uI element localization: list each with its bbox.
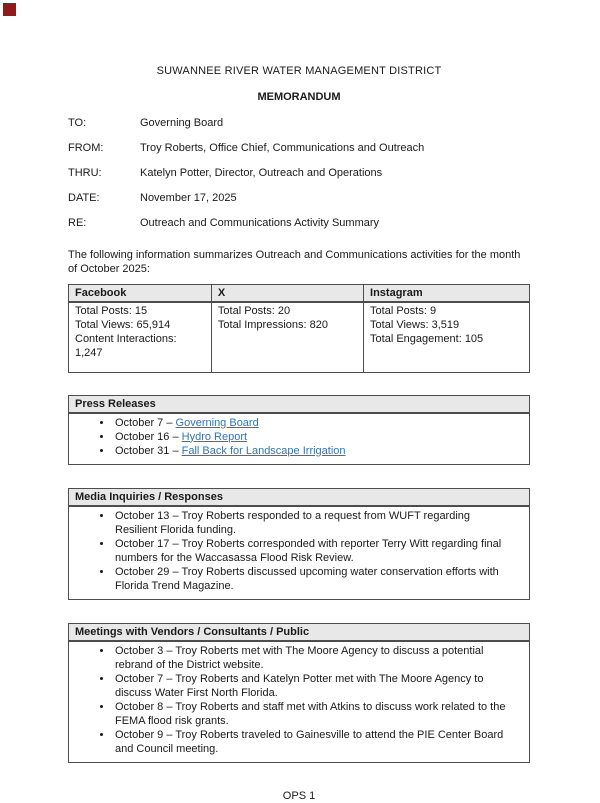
instagram-total-engagement: Total Engagement: 105 <box>370 333 484 345</box>
memo-header-block <box>68 116 530 230</box>
social-stats-table <box>68 284 530 373</box>
meeting-item: • October 3 – Troy Roberts met with The Moore Agency to discuss a potential rebrand of the District website. <box>113 644 511 672</box>
stats-header-instagram: Instagram <box>364 285 530 303</box>
press-release-date: October 7 – <box>115 416 176 429</box>
memo-label-from: FROM: <box>68 142 104 154</box>
memo-value-date: November 17, 2025 <box>140 192 237 204</box>
instagram-total-views: Total Views: 3,519 <box>370 319 460 331</box>
meetings-body <box>69 642 529 762</box>
media-inquiries-body <box>69 507 529 599</box>
memo-label-thru: THRU: <box>68 167 102 179</box>
meeting-item: • October 8 – Troy Roberts and staff met with Atkins to discuss work related to the FEMA flood risk grants. <box>113 700 511 728</box>
stats-cell-facebook <box>69 302 212 372</box>
memo-value-re: Outreach and Communications Activity Summary <box>140 217 380 229</box>
memo-value-from: Troy Roberts, Office Chief, Communications and Outreach <box>140 142 425 154</box>
x-total-posts: Total Posts: 20 <box>217 305 291 317</box>
media-inquiry-item: • October 13 – Troy Roberts responded to a request from WUFT regarding Resilient Florida funding. <box>113 509 511 537</box>
press-release-link-fall-back-irrigation[interactable]: Fall Back for Landscape Irrigation <box>181 444 346 457</box>
stats-cell-x <box>211 302 363 372</box>
memo-row-to <box>68 116 530 130</box>
stats-cell-instagram <box>364 302 530 372</box>
memo-label-date: DATE: <box>68 192 100 204</box>
stats-header-row <box>69 285 530 303</box>
instagram-total-posts: Total Posts: 9 <box>370 305 437 317</box>
stats-header-facebook: Facebook <box>69 285 212 303</box>
corner-marker <box>3 3 16 16</box>
meetings-section <box>68 623 530 763</box>
intro-paragraph: The following information summarizes Outreach and Communications activities for the month of October 2025: <box>68 249 521 275</box>
press-release-link-governing-board[interactable]: Governing Board <box>175 416 259 429</box>
page-number-footer: OPS 1 <box>282 789 316 802</box>
media-inquiry-item: • October 17 – Troy Roberts corresponded with reporter Terry Witt regarding final numbers for the Waccasassa Flood Risk Review. <box>113 537 511 565</box>
press-release-item <box>113 416 511 430</box>
meeting-item: • October 9 – Troy Roberts traveled to Gainesville to attend the PIE Center Board and Council meeting. <box>113 728 511 756</box>
press-release-date: October 16 – <box>115 430 182 443</box>
press-releases-body <box>69 414 529 464</box>
press-release-date: October 31 – <box>115 444 182 457</box>
meetings-heading: Meetings with Vendors / Consultants / Public <box>69 624 529 642</box>
facebook-interactions: Content Interactions: 1,247 <box>75 333 177 359</box>
meeting-item: • October 7 – Troy Roberts and Katelyn Potter met with The Moore Agency to discuss Water First North Florida. <box>113 672 511 700</box>
media-inquiries-heading: Media Inquiries / Responses <box>69 489 529 507</box>
press-release-item <box>113 430 511 444</box>
memo-row-from <box>68 141 530 155</box>
stats-header-x: X <box>211 285 363 303</box>
facebook-total-views: Total Views: 65,914 <box>75 319 171 331</box>
memo-row-re <box>68 216 530 230</box>
press-releases-section <box>68 395 530 465</box>
document-type-heading: MEMORANDUM <box>257 91 341 103</box>
memo-row-date <box>68 191 530 205</box>
press-release-link-hydro-report[interactable]: Hydro Report <box>181 430 248 443</box>
memo-label-to: TO: <box>68 117 87 129</box>
media-inquiries-section <box>68 488 530 600</box>
memo-value-to: Governing Board <box>140 117 224 129</box>
stats-body-row <box>69 302 530 372</box>
facebook-total-posts: Total Posts: 15 <box>75 305 148 317</box>
press-release-item <box>113 444 511 458</box>
memo-label-re: RE: <box>68 217 87 229</box>
organization-title: SUWANNEE RIVER WATER MANAGEMENT DISTRICT <box>156 65 442 77</box>
x-total-impressions: Total Impressions: 820 <box>217 319 328 331</box>
press-releases-heading: Press Releases <box>69 396 529 414</box>
memo-row-thru <box>68 166 530 180</box>
memo-value-thru: Katelyn Potter, Director, Outreach and Operations <box>140 167 383 179</box>
media-inquiry-item: • October 29 – Troy Roberts discussed upcoming water conservation efforts with Florida Trend Magazine. <box>113 565 511 593</box>
